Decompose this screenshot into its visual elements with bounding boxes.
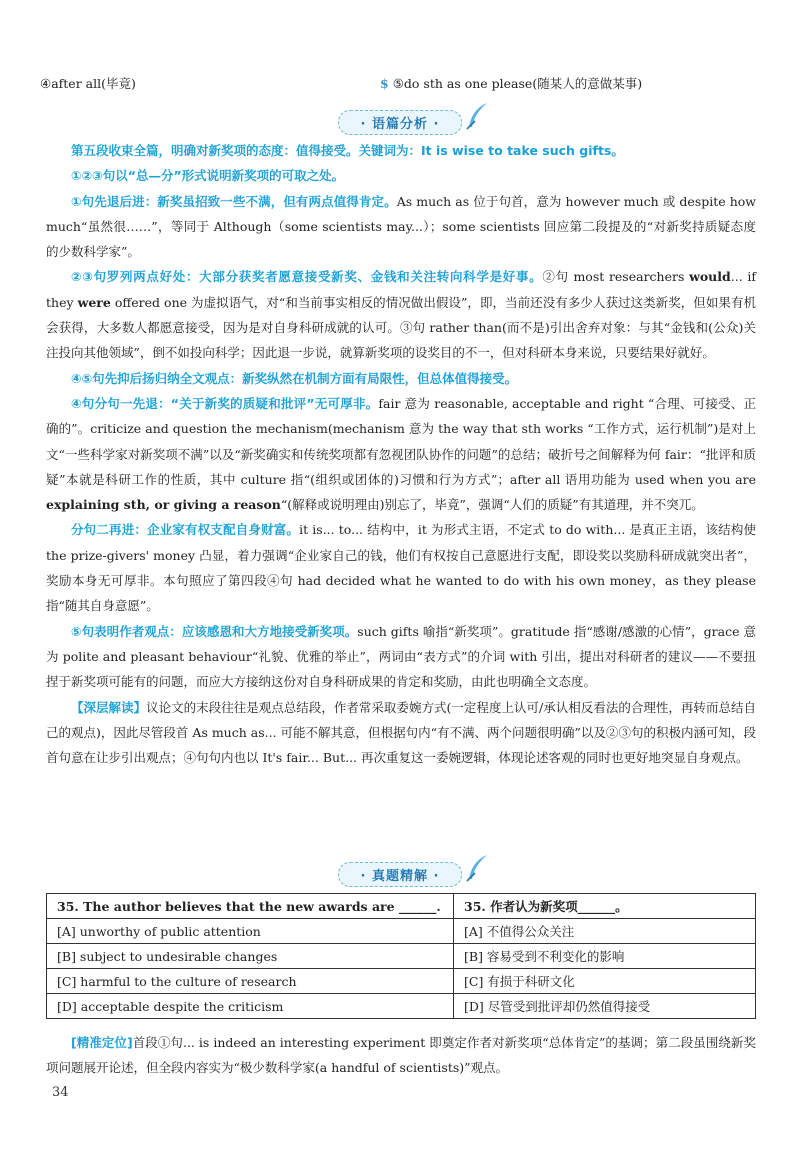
option-c-zh: [C] 有损于科研文化 [454,969,756,994]
paragraph-sentence-1: ①句先退后进：新奖虽招致一些不满，但有两点值得肯定。As much as 位于句首，意为 however much 或 despite how much“虽然很……”，等同于 Although（some scientists may...）；some scientists 回应第二段提及的“对新奖持质疑态度的少数科学家”。 [46,193,757,260]
solution-body [46,1030,756,1081]
quill-icon [465,853,491,883]
paragraph-sentence-4-clause-2: 分句二再进：企业家有权支配自身财富。it is... to... 结构中，it 为形式主语，不定式 to do with... 是真正主语，该结构使 the prize-givers' money 凸显，着力强调“企业家自己的钱，他们有权按自己意愿进行支配，即设奖以奖励科研成就突出者”，奖励本身无可厚非。本句照应了第四段④句 had decided what he wanted to do with his own money，as they please 指“随其自身意愿”。 [46,522,756,614]
table-row [47,944,756,969]
vocab-item-do-as-please [380,74,642,92]
option-d-en: [D] acceptable despite the criticism [47,994,454,1019]
paragraph-sentence-2-3: ②③句罗列两点好处：大部分获奖者愿意接受新奖、金钱和关注转向科学是好事。②句 most researchers would... if they were offered one 为虚拟语气，对“和当前事实相反的情况做出假设”，即，当前还没有多少人获过这类新奖，但如果有机会获得，大多数人都愿意接受，因为是对自身科研成就的认可。③句 rather than(而不是)引出舍弃对象：与其“金钱和(公众)关注投向其他领域”，倒不如投向科学；因此退一步说，就算新奖项的设奖目的不一，但对科研本身来说，只要结果好就好。 [46,269,756,361]
question-stem-zh: 35. 作者认为新奖项______。 [454,894,756,919]
option-b-zh: [B] 容易受到不利变化的影响 [454,944,756,969]
quill-icon [465,101,491,131]
analysis-body [46,138,756,770]
option-b-en: [B] subject to undesirable changes [47,944,454,969]
option-c-en: [C] harmful to the culture of research [47,969,454,994]
table-row [47,969,756,994]
paragraph-sentence-5: ⑤句表明作者观点：应该感恩和大方地接受新奖项。such gifts 喻指“新奖项”。gratitude 指“感谢/感激的心情”，grace 意为 polite and pleasant behaviour“礼貌、优雅的举止”，两词由“表方式”的介词 with 引出，提出对科研者的建议——不要扭捏于新奖项可能有的问题，而应大方接纳这份对自身科研成果的肯定和奖励，由此也明确全文态度。 [46,623,756,690]
paragraph-summary: 第五段收束全篇，明确对新奖项的态度：值得接受。关键词为：It is wise to take such gifts。 [71,143,624,158]
page-number: 34 [52,1085,69,1100]
paragraph-precise-location: [精准定位]首段①句... is indeed an interesting experiment 即奠定作者对新奖项“总体肯定”的基调；第二段虽围绕新奖项问题展开论述，但全段内容实为“极少数科学家(a handful of scientists)”观点。 [46,1035,756,1076]
dollar-icon: $ [380,76,389,91]
banner-label: · 语篇分析 · [360,117,440,132]
option-d-zh: [D] 尽管受到批评却仍然值得接受 [454,994,756,1019]
question-table [46,893,756,1019]
option-a-en: [A] unworthy of public attention [47,919,454,944]
table-row [47,894,756,919]
paragraph-sentence-4-5: ④⑤句先抑后扬归纳全文观点：新奖纵然在机制方面有局限性，但总体值得接受。 [71,370,518,386]
paragraph-structure: ①②③句以“总—分”形式说明新奖项的可取之处。 [71,168,345,184]
banner-label: · 真题精解 · [360,869,440,884]
section-banner-analysis [0,110,800,135]
option-a-zh: [A] 不值得公众关注 [454,919,756,944]
section-banner-solution [0,862,800,887]
vocab-item-after-all: ④after all(毕竟) [40,76,136,91]
vocab-item-text: ⑤do sth as one please(随某人的意做某事) [392,76,643,91]
table-row [47,919,756,944]
paragraph-sentence-4-clause-1: ④句分句一先退：“关于新奖的质疑和批评”无可厚非。fair 意为 reasonable, acceptable and right “合理、可接受、正确的”。criticize and question the mechanism(mechanism 意为 the way that sth works “工作方式，运行机制”)是对上文“一些科学家对新奖项不满”以及“新奖确实和传统奖项都有忽视团队协作的问题”的总结；破折号之间解释为何 fair：“批评和质疑”本就是科研工作的性质，其中 culture 指“(组织或团体的)习惯和行为方式”；after all 语用功能为 used when you are explaining sth, or giving a reason“(解释或说明理由)别忘了，毕竟”，强调“人们的质疑”有其道理，并不突兀。 [46,395,757,513]
question-stem-en: 35. The author believes that the new awards are ______. [47,894,454,919]
table-row [47,994,756,1019]
paragraph-deep-reading: 【深层解读】议论文的末段往往是观点总结段，作者常采取委婉方式(一定程度上认可/承认相反看法的合理性，再转而总结自己的观点)，因此尽管段首 As much as... 可能不解其意，但根据句内“有不满、两个问题很明确”以及②③句的积极内涵可知，段首句意在让步引出观点；④句句内也以 It's fair... But... 再次重复这一委婉逻辑，体现论述客观的同时也更好地突显自身观点。 [46,699,756,766]
